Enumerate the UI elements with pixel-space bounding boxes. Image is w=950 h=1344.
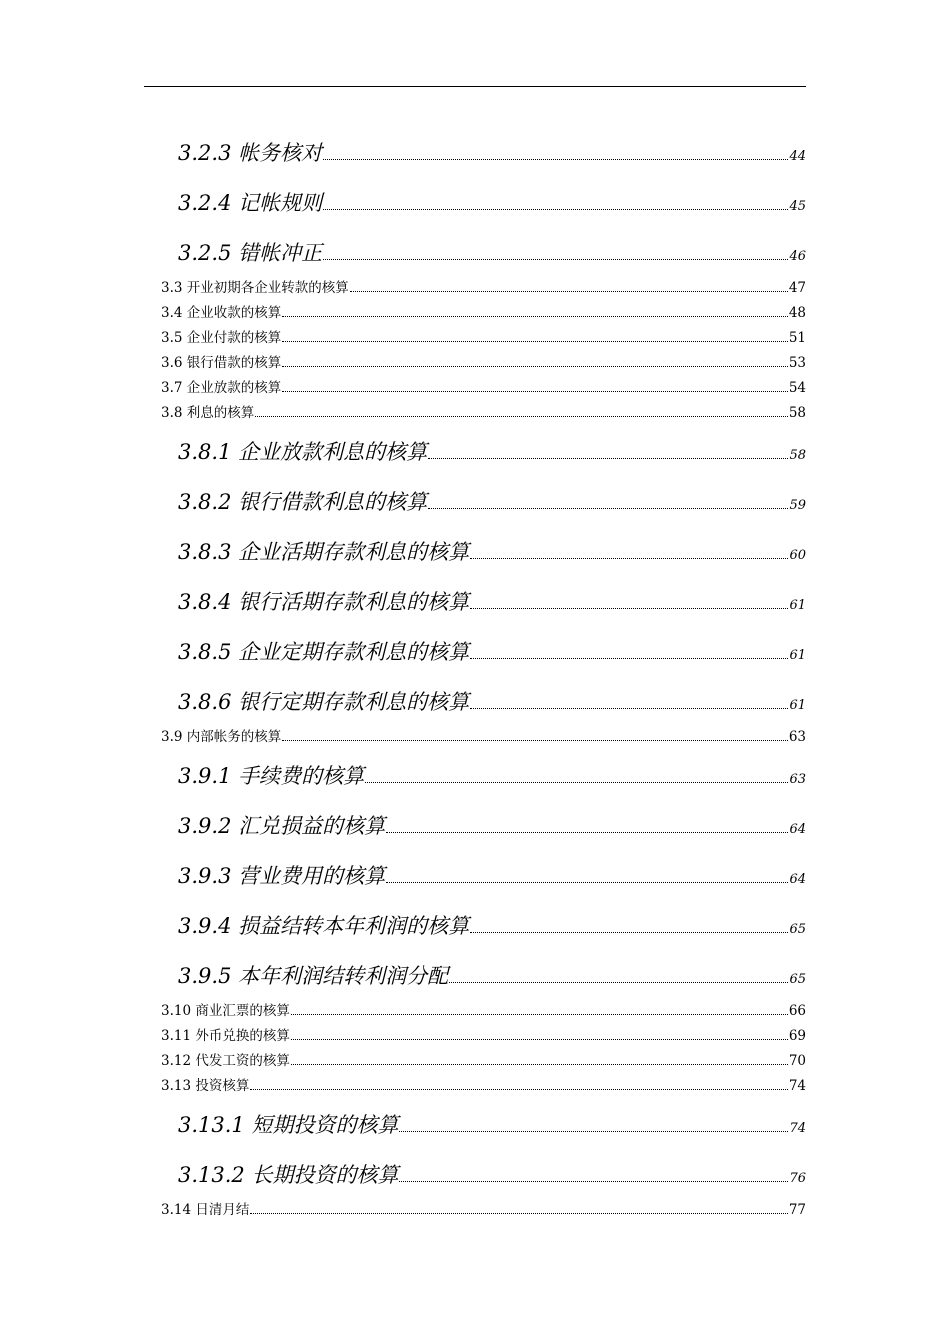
- toc-entry[interactable]: [161, 1050, 806, 1068]
- toc-entry-page: 54: [788, 379, 806, 396]
- toc-entry-title: 3.13.2 长期投资的核算: [178, 1163, 399, 1187]
- toc-entry[interactable]: [178, 1158, 806, 1186]
- toc-entry-title: 3.8.6 银行定期存款利息的核算: [178, 690, 470, 714]
- toc-entry-title: 3.9.3 营业费用的核算: [178, 864, 386, 888]
- toc-entry-page: 65: [789, 972, 806, 987]
- toc-entry[interactable]: [178, 635, 806, 663]
- toc-entry-page: 74: [789, 1121, 806, 1136]
- toc-entry-title: 3.11 外币兑换的核算: [161, 1027, 290, 1044]
- toc-entry[interactable]: [178, 959, 806, 987]
- toc-entry-title: 3.9.1 手续费的核算: [178, 764, 365, 788]
- toc-entry-title: 3.8.1 企业放款利息的核算: [178, 440, 428, 464]
- toc-entry-title: 3.9 内部帐务的核算: [161, 728, 282, 745]
- toc-entry[interactable]: [161, 327, 806, 345]
- toc-entry-page: 58: [788, 404, 806, 421]
- toc-entry[interactable]: [178, 535, 806, 563]
- toc-entry-title: 3.12 代发工资的核算: [161, 1052, 290, 1069]
- toc-entry-page: 63: [789, 772, 806, 787]
- toc-entry-title: 3.10 商业汇票的核算: [161, 1002, 290, 1019]
- toc-entry-page: 74: [788, 1077, 806, 1094]
- toc-entry-title: 3.2.5 错帐冲正: [178, 241, 323, 265]
- toc-entry-title: 3.9.2 汇兑损益的核算: [178, 814, 386, 838]
- dot-leader: [250, 1213, 787, 1214]
- dot-leader: [291, 1014, 788, 1015]
- toc-entry-page: 61: [789, 698, 806, 713]
- dot-leader: [470, 608, 788, 609]
- toc-entry-title: 3.14 日清月结: [161, 1201, 250, 1218]
- toc-entry-title: 3.8.5 企业定期存款利息的核算: [178, 640, 470, 664]
- toc-entry-title: 3.13.1 短期投资的核算: [178, 1113, 399, 1137]
- toc-entry[interactable]: [178, 809, 806, 837]
- toc-entry-page: 44: [789, 149, 806, 164]
- toc-entry[interactable]: [178, 1108, 806, 1136]
- dot-leader: [386, 832, 788, 833]
- toc-entry-page: 46: [789, 249, 806, 264]
- dot-leader: [282, 366, 788, 367]
- toc-entry-page: 60: [789, 548, 806, 563]
- toc-entry[interactable]: [178, 585, 806, 613]
- dot-leader: [282, 740, 788, 741]
- toc-entry[interactable]: [161, 302, 806, 320]
- dot-leader: [323, 209, 788, 210]
- dot-leader: [470, 932, 788, 933]
- dot-leader: [399, 1181, 788, 1182]
- toc-entry[interactable]: [178, 435, 806, 463]
- dot-leader: [350, 291, 788, 292]
- dot-leader: [291, 1039, 788, 1040]
- toc-entry-page: 70: [788, 1052, 806, 1069]
- toc-entry-page: 77: [788, 1201, 806, 1218]
- toc-entry[interactable]: [161, 277, 806, 295]
- toc-entry-title: 3.3 开业初期各企业转款的核算: [161, 279, 349, 296]
- toc-entry[interactable]: [178, 909, 806, 937]
- toc-entry[interactable]: [178, 186, 806, 214]
- toc-entry-title: 3.9.5 本年利润结转利润分配: [178, 964, 449, 988]
- dot-leader: [291, 1064, 788, 1065]
- toc-entry[interactable]: [161, 402, 806, 420]
- toc-entry[interactable]: [178, 236, 806, 264]
- toc-entry-page: 45: [789, 199, 806, 214]
- dot-leader: [386, 882, 788, 883]
- dot-leader: [282, 341, 788, 342]
- toc-entry-title: 3.5 企业付款的核算: [161, 329, 282, 346]
- toc-entry[interactable]: [161, 1075, 806, 1093]
- toc-entry-page: 53: [788, 354, 806, 371]
- toc-entry-page: 48: [788, 304, 806, 321]
- toc-entry-title: 3.2.3 帐务核对: [178, 141, 323, 165]
- dot-leader: [282, 316, 788, 317]
- toc-entry-title: 3.2.4 记帐规则: [178, 191, 323, 215]
- dot-leader: [282, 391, 788, 392]
- toc-entry-page: 69: [788, 1027, 806, 1044]
- toc-entry-title: 3.8 利息的核算: [161, 404, 255, 421]
- toc-entry-page: 61: [789, 648, 806, 663]
- dot-leader: [428, 508, 788, 509]
- toc-entry[interactable]: [178, 485, 806, 513]
- toc-entry-page: 76: [789, 1171, 806, 1186]
- toc-entry[interactable]: [161, 352, 806, 370]
- toc-entry-page: 58: [789, 448, 806, 463]
- toc-entry[interactable]: [178, 136, 806, 164]
- toc-entry[interactable]: [161, 377, 806, 395]
- toc-entry-page: 47: [788, 279, 806, 296]
- toc-entry-page: 59: [789, 498, 806, 513]
- dot-leader: [428, 458, 788, 459]
- toc-entry[interactable]: [178, 759, 806, 787]
- toc-entry-page: 64: [789, 822, 806, 837]
- toc-entry[interactable]: [178, 685, 806, 713]
- toc-entry-page: 51: [788, 329, 806, 346]
- toc-entry[interactable]: [161, 1025, 806, 1043]
- dot-leader: [470, 558, 788, 559]
- dot-leader: [250, 1089, 787, 1090]
- toc-entry-page: 66: [788, 1002, 806, 1019]
- toc-entry-page: 65: [789, 922, 806, 937]
- toc-entry-page: 63: [788, 728, 806, 745]
- toc-entry-title: 3.8.2 银行借款利息的核算: [178, 490, 428, 514]
- dot-leader: [323, 259, 788, 260]
- toc-entry-title: 3.9.4 损益结转本年利润的核算: [178, 914, 470, 938]
- toc-entry[interactable]: [161, 1000, 806, 1018]
- dot-leader: [255, 416, 788, 417]
- toc-entry-page: 64: [789, 872, 806, 887]
- dot-leader: [365, 782, 788, 783]
- toc-entry-title: 3.7 企业放款的核算: [161, 379, 282, 396]
- dot-leader: [470, 708, 788, 709]
- dot-leader: [449, 982, 788, 983]
- toc-entry-title: 3.4 企业收款的核算: [161, 304, 282, 321]
- toc-entry[interactable]: [161, 1199, 806, 1217]
- dot-leader: [470, 658, 788, 659]
- dot-leader: [323, 159, 788, 160]
- toc-entry-title: 3.6 银行借款的核算: [161, 354, 282, 371]
- toc-entry-title: 3.8.3 企业活期存款利息的核算: [178, 540, 470, 564]
- toc-entry[interactable]: [161, 726, 806, 744]
- dot-leader: [399, 1131, 788, 1132]
- toc-entry-title: 3.8.4 银行活期存款利息的核算: [178, 590, 470, 614]
- toc-entry-page: 61: [789, 598, 806, 613]
- toc-entry-title: 3.13 投资核算: [161, 1077, 250, 1094]
- toc-entry[interactable]: [178, 859, 806, 887]
